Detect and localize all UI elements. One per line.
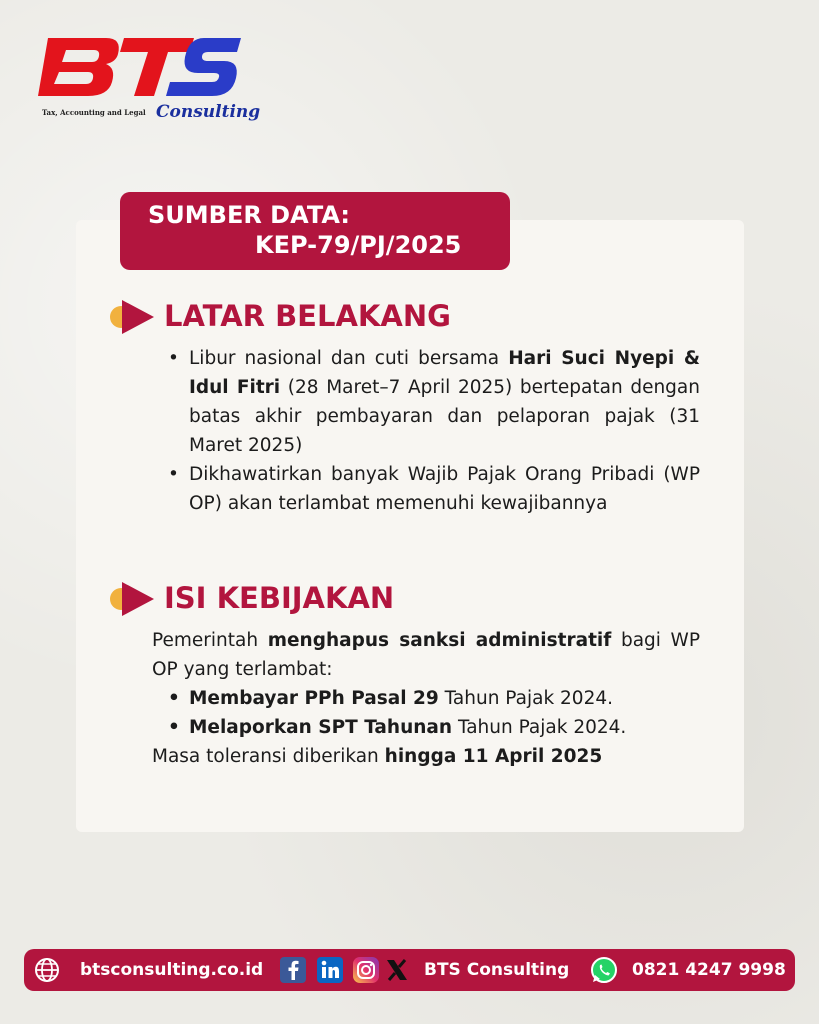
whatsapp-icon[interactable] xyxy=(589,955,619,985)
item-text: Libur nasional dan cuti bersama xyxy=(189,348,509,369)
list-item xyxy=(168,344,700,460)
footer-bar xyxy=(24,949,795,991)
arrow-right-icon xyxy=(122,582,154,616)
source-label: SUMBER DATA: xyxy=(148,201,350,229)
source-box xyxy=(120,192,510,270)
point-text: Tahun Pajak 2024. xyxy=(452,717,627,738)
point-bold-text: Melaporkan SPT Tahunan xyxy=(189,717,453,738)
source-reference: KEP-79/PJ/2025 xyxy=(255,231,462,259)
policy-closing xyxy=(152,742,700,771)
item-text: (28 Maret–7 April 2025) bertepatan dengan batas akhir pembayaran dan pelaporan pajak (31 Maret 2025) xyxy=(189,377,700,456)
background-section-title: LATAR BELAKANG xyxy=(164,299,451,333)
logo-consulting-text: Consulting xyxy=(156,102,261,122)
bts-logo-mark xyxy=(36,30,246,105)
intro-text: Pemerintah xyxy=(152,630,268,651)
instagram-icon[interactable] xyxy=(351,955,381,985)
list-item xyxy=(168,684,700,713)
intro-text: bagi WP OP yang terlambat: xyxy=(152,630,700,680)
policy-content xyxy=(152,626,700,771)
point-text: Tahun Pajak 2024. xyxy=(438,688,614,709)
policy-points xyxy=(152,684,700,742)
website-link[interactable]: btsconsulting.co.id xyxy=(80,960,264,980)
policy-intro xyxy=(152,626,700,684)
closing-text: Masa toleransi diberikan xyxy=(152,746,385,767)
list-item xyxy=(168,713,700,742)
arrow-right-icon xyxy=(122,300,154,334)
policy-section-title: ISI KEBIJAKAN xyxy=(164,581,395,615)
intro-bold-text: menghapus sanksi administratif xyxy=(267,630,612,651)
bts-logo xyxy=(36,30,261,130)
facebook-icon[interactable] xyxy=(278,955,308,985)
linkedin-icon[interactable] xyxy=(315,955,345,985)
point-bold-text: Membayar PPh Pasal 29 xyxy=(189,688,439,709)
item-bold-text: Hari Suci Nyepi & Idul Fitri xyxy=(189,348,700,398)
closing-bold-text: hingga 11 April 2025 xyxy=(384,746,603,767)
logo-tagline: Tax, Accounting and Legal xyxy=(42,108,146,117)
globe-icon xyxy=(32,955,62,985)
background-list xyxy=(168,344,700,518)
item-text: Dikhawatirkan banyak Wajib Pajak Orang Pribadi (WP OP) akan terlambat memenuhi kewajibannya xyxy=(189,464,700,514)
brand-name: BTS Consulting xyxy=(424,960,570,980)
x-icon[interactable] xyxy=(382,955,412,985)
phone-number[interactable]: 0821 4247 9998 xyxy=(632,960,786,980)
list-item xyxy=(168,460,700,518)
